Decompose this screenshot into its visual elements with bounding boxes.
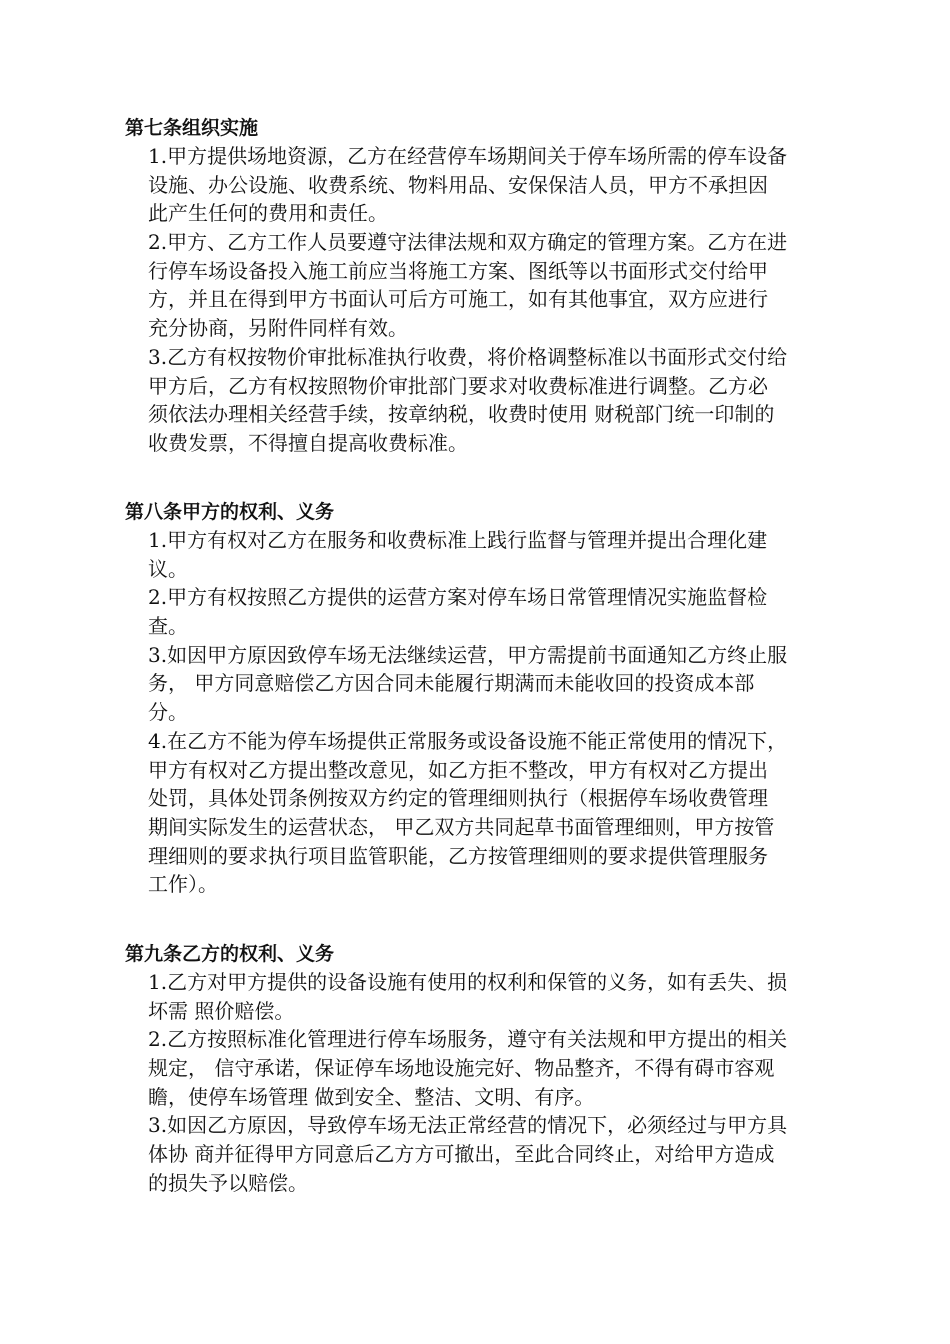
clause-text-line: 甲方有权对乙方提出整改意见，如乙方拒不整改，甲方有权对乙方提出 bbox=[148, 757, 768, 782]
article-7-heading: 第七条组织实施 bbox=[125, 117, 259, 139]
clause-text-line: 期间实际发生的运营状态， 甲乙双方共同起草书面管理细则，甲方按管 bbox=[148, 814, 775, 839]
clause-text-line: 务， 甲方同意赔偿乙方因合同未能履行期满而未能收回的投资成本部 bbox=[148, 671, 755, 696]
article-9-clause-3 bbox=[148, 1111, 838, 1197]
article-7-clause-3 bbox=[148, 343, 838, 458]
clause-text-line: 行停车场设备投入施工前应当将施工方案、图纸等以书面形式交付给甲 bbox=[148, 258, 768, 283]
clause-number: 1. bbox=[148, 144, 168, 168]
clause-text-line: 设施、办公设施、收费系统、物料用品、安保保洁人员，甲方不承担因 bbox=[148, 172, 768, 197]
clause-text-line: 甲方、乙方工作人员要遵守法律法规和双方确定的管理方案。乙方在进 bbox=[167, 230, 788, 255]
article-9-heading: 第九条乙方的权利、义务 bbox=[125, 943, 335, 965]
clause-text-line: 方，并且在得到甲方书面认可后方可施工，如有其他事宜，双方应进行 bbox=[148, 287, 768, 312]
clause-text-line: 乙方有权按物价审批标准执行收费，将价格调整标准以书面形式交付给 bbox=[167, 344, 788, 369]
clause-text-line: 收费发票，不得擅自提高收费标准。 bbox=[148, 430, 468, 455]
clause-number: 3. bbox=[148, 1113, 168, 1138]
article-7-clause-2 bbox=[148, 228, 838, 343]
clause-text-line: 甲方有权对乙方在服务和收费标准上践行监督与管理并提出合理化建 bbox=[167, 528, 768, 552]
article-9-clause-2 bbox=[148, 1025, 838, 1111]
article-8-clause-3 bbox=[148, 641, 838, 727]
article-9-section bbox=[125, 940, 845, 1198]
clause-text-line: 甲方提供场地资源，乙方在经营停车场期间关于停车场所需的停车设备 bbox=[167, 144, 788, 168]
article-8-heading: 第八条甲方的权利、义务 bbox=[125, 501, 335, 523]
clause-text-line: 在乙方不能为停车场提供正常服务或设备设施不能正常使用的情况下， bbox=[167, 728, 788, 753]
article-9-clause-1 bbox=[148, 968, 838, 1025]
clause-number: 4. bbox=[148, 728, 168, 753]
clause-text-line: 充分协商，另附件同样有效。 bbox=[148, 316, 408, 341]
clause-text-line: 议。 bbox=[148, 556, 188, 581]
clause-text-line: 甲方有权按照乙方提供的运营方案对停车场日常管理情况实施监督检 bbox=[167, 585, 768, 610]
clause-text-line: 分。 bbox=[148, 700, 188, 725]
clause-number: 2. bbox=[148, 585, 168, 610]
article-7-clause-1 bbox=[148, 142, 838, 228]
clause-text-line: 瞻，使停车场管理 做到安全、整洁、文明、有序。 bbox=[148, 1084, 595, 1109]
clause-text-line: 如因甲方原因致停车场无法继续运营，甲方需提前书面通知乙方终止服 bbox=[167, 642, 788, 667]
clause-text-line: 理细则的要求执行项目监管职能，乙方按管理细则的要求提供管理服务 bbox=[148, 843, 768, 868]
article-8-clause-2 bbox=[148, 583, 838, 640]
article-8-clause-4 bbox=[148, 727, 838, 899]
clause-text-line: 处罚，具体处罚条例按双方约定的管理细则执行（根据停车场收费管理 bbox=[148, 786, 768, 811]
clause-text-line: 工作）。 bbox=[148, 872, 218, 897]
clause-text-line: 乙方按照标准化管理进行停车场服务，遵守有关法规和甲方提出的相关 bbox=[167, 1027, 788, 1052]
clause-text-line: 坏需 照价赔偿。 bbox=[148, 998, 295, 1023]
clause-text-line: 的损失予以赔偿。 bbox=[148, 1170, 308, 1195]
article-8-section bbox=[125, 498, 845, 899]
clause-text-line: 规定， 信守承诺，保证停车场地设施完好、物品整齐，不得有碍市容观 bbox=[148, 1056, 775, 1081]
clause-text-line: 须依法办理相关经营手续，按章纳税，收费时使用 财税部门统一印制的 bbox=[148, 402, 775, 427]
clause-text-line: 体协 商并征得甲方同意后乙方方可撤出，至此合同终止，对给甲方造成 bbox=[148, 1142, 775, 1167]
clause-number: 1. bbox=[148, 528, 168, 552]
clause-text-line: 此产生任何的费用和责任。 bbox=[148, 201, 388, 226]
clause-number: 1. bbox=[148, 970, 168, 994]
clause-number: 2. bbox=[148, 1027, 168, 1052]
clause-text-line: 甲方后，乙方有权按照物价审批部门要求对收费标准进行调整。乙方必 bbox=[148, 373, 768, 398]
clause-number: 3. bbox=[148, 344, 168, 369]
clause-text-line: 如因乙方原因，导致停车场无法正常经营的情况下，必须经过与甲方具 bbox=[167, 1113, 788, 1138]
article-8-clause-1 bbox=[148, 526, 838, 583]
clause-number: 3. bbox=[148, 642, 168, 667]
clause-text-line: 查。 bbox=[148, 614, 188, 639]
clause-number: 2. bbox=[148, 230, 168, 255]
clause-text-line: 乙方对甲方提供的设备设施有使用的权利和保管的义务，如有丢失、损 bbox=[167, 970, 788, 994]
article-7-section bbox=[125, 114, 845, 458]
